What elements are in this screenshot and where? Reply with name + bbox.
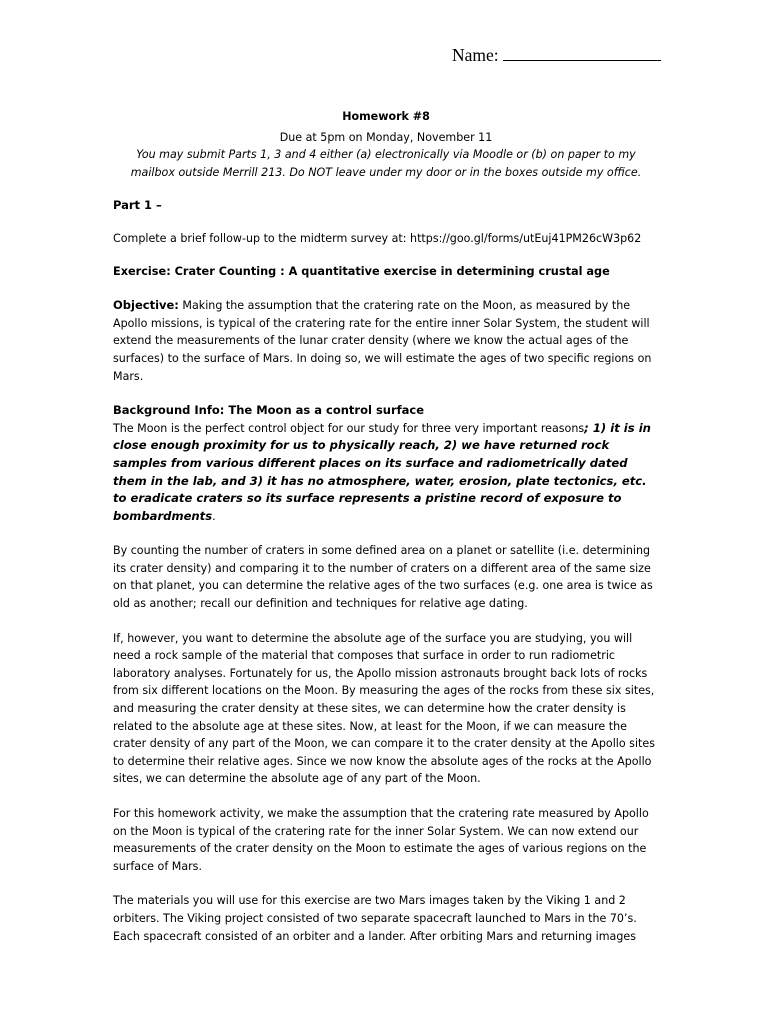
part1-text: Complete a brief follow-up to the midterm survey at: https://goo.gl/forms/utEuj41PM26cW3p62 <box>113 231 642 245</box>
name-label: Name: <box>452 45 499 65</box>
paragraph-absolute-age: If, however, you want to determine the absolute age of the surface you are studying, you will need a rock sample of the material that composes that surface in order to run radiometric laboratory analyses. Fortunately for us, the Apollo mission astronauts brought back lots of rocks from six different locations on the Moon. By measuring the ages of the rocks from these six sites, and measuring the crater density at these sites, we can determine how the crater density is related to the absolute age at these sites. Now, at least for the Moon, if we can measure the crater density of any part of the Moon, we can compare it to the crater density at the Apollo sites to determine their relative ages. Since we now know the absolute ages of the rocks at the Apollo sites, we can determine the absolute age of any part of the Moon. <box>113 631 656 786</box>
paragraph-relative-age: By counting the number of craters in some defined area on a planet or satellite (i.e. determining its crater density) and comparing it to the number of craters on a different area of the same size on that planet, you can determine the relative ages of the two surfaces (e.g. one area is twice as old as another; recall our definition and techniques for relative age dating. <box>113 544 653 611</box>
title-block <box>113 108 659 181</box>
submission-note: You may submit Parts 1, 3 and 4 either (a) electronically via Moodle or (b) on paper to my mailbox outside Merrill 213. Do NOT leave under my door or in the boxes outside my office. <box>130 148 642 179</box>
exercise-heading: Exercise: Crater Counting : A quantitative exercise in determining crustal age <box>113 264 610 278</box>
name-field-line <box>452 44 661 66</box>
due-date: Due at 5pm on Monday, November 11 <box>279 130 493 144</box>
objective-paragraph <box>113 297 659 385</box>
background-reasons: ; 1) it is in close enough proximity for us to physically reach, 2) we have returned rock samples from various different places on its surface and radiometrically dated them in the lab, and 3) it has no atmosphere, water, erosion, plate tectonics, etc. to eradicate craters so its surface represents a pristine record of exposure to bombardments <box>113 420 651 523</box>
homework-title: Homework #8 <box>342 110 430 123</box>
paragraph-materials: The materials you will use for this exercise are two Mars images taken by the Viking 1 and 2 orbiters. The Viking project consisted of two separate spacecraft launched to Mars in the 70’s. Each spacecraft consisted of an orbiter and a lander. After orbiting Mars and returning images <box>113 894 637 943</box>
background-heading: Background Info: The Moon as a control surface <box>113 403 425 418</box>
part1-heading: Part 1 – <box>113 198 162 213</box>
paragraph-assumption: For this homework activity, we make the assumption that the cratering rate measured by Apollo on the Moon is typical of the cratering rate for the inner Solar System. We can now extend our measurements of the crater density on the Moon to estimate the ages of various regions on the surface of Mars. <box>113 807 649 873</box>
document-body <box>113 108 659 945</box>
background-intro: The Moon is the perfect control object for our study for three very important reasons <box>113 421 585 435</box>
objective-text: Making the assumption that the cratering rate on the Moon, as measured by the Apollo missions, is typical of the cratering rate for the entire inner Solar System, the student will extend the measurements of the lunar crater density (where we know the actual ages of the surfaces) to the surface of Mars. In doing so, we will estimate the ages of two specific regions on Mars. <box>113 299 652 383</box>
background-intro-paragraph <box>113 420 659 526</box>
background-end: . <box>212 509 216 523</box>
objective-label: Objective: <box>113 298 179 313</box>
name-blank[interactable] <box>503 46 661 61</box>
